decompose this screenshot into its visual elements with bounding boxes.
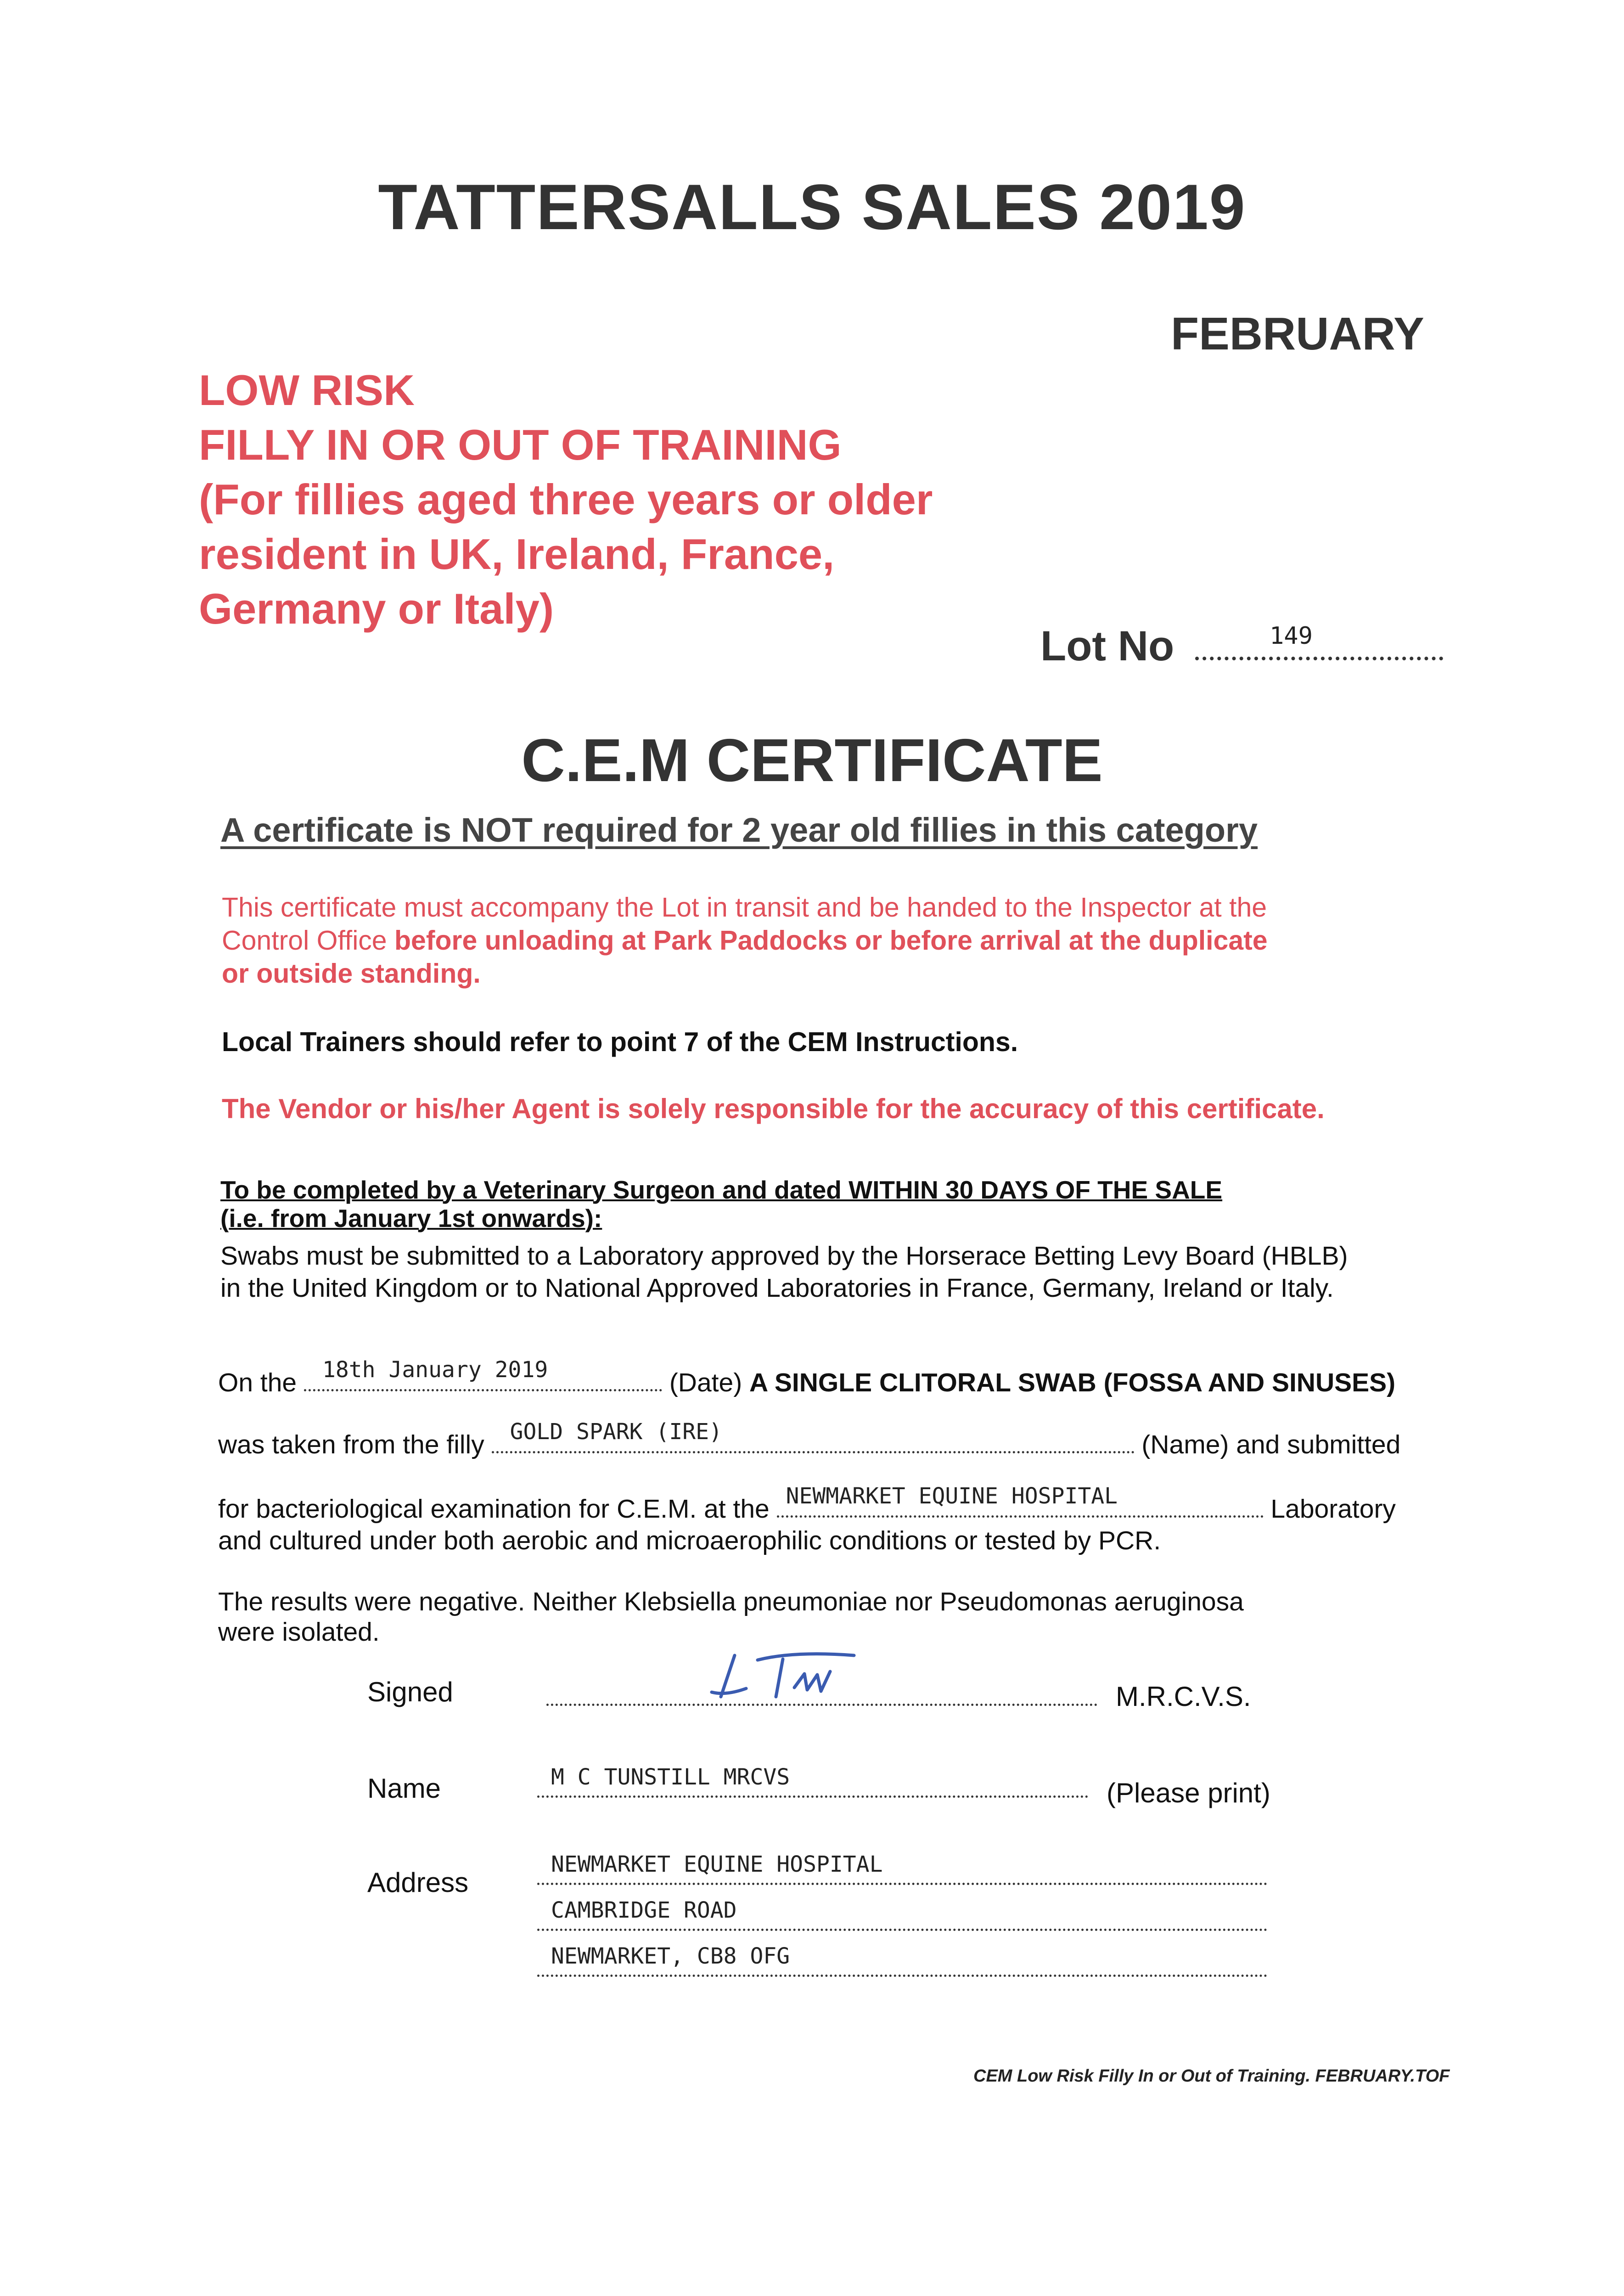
transit-line-2-bold: before unloading at Park Paddocks or before arrival at the duplicate [394, 925, 1268, 956]
lot-dotted-line [1195, 634, 1443, 660]
name-suffix: (Name) and submitted [1141, 1430, 1401, 1459]
on-the-label: On the [218, 1368, 297, 1397]
category-line-countries: Germany or Italy) [199, 585, 554, 633]
category-line-residence: resident in UK, Ireland, France, [199, 530, 835, 578]
transit-instructions [222, 891, 1268, 990]
swab-description: A SINGLE CLITORAL SWAB (FOSSA AND SINUSES) [749, 1368, 1396, 1397]
address-line-2-value: CAMBRIDGE ROAD [551, 1897, 737, 1923]
category-line-filly: FILLY IN OR OUT OF TRAINING [199, 421, 842, 469]
laboratory-suffix: Laboratory [1270, 1494, 1396, 1524]
swabs-line-2: in the United Kingdom or to National Approved Laboratories in France, Germany, Ireland or Italy. [220, 1273, 1334, 1303]
lot-number-row [1040, 622, 1443, 670]
please-print-suffix: (Please print) [1107, 1778, 1270, 1808]
results-line-1: The results were negative. Neither Klebsiella pneumoniae nor Pseudomonas aeruginosa [218, 1587, 1244, 1616]
laboratory-field[interactable] [777, 1483, 1264, 1518]
transit-line-3: or outside standing. [222, 958, 481, 989]
name-label: Name [367, 1773, 441, 1804]
sale-month: FEBRUARY [1171, 308, 1424, 360]
filly-name-value: GOLD SPARK (IRE) [510, 1419, 722, 1445]
results-line-2: were isolated. [218, 1617, 380, 1647]
date-value: 18th January 2019 [322, 1357, 548, 1383]
bacterio-label: for bacteriological examination for C.E.M. at the [218, 1494, 770, 1524]
address-line-2-field[interactable] [537, 1897, 1267, 1931]
address-line-1-field[interactable] [537, 1851, 1267, 1885]
date-field[interactable] [304, 1357, 662, 1391]
transit-line-2-plain: Control Office [222, 925, 395, 956]
cultured-text: and cultured under both aerobic and microaerophilic conditions or tested by PCR. [218, 1526, 1161, 1555]
laboratory-line [218, 1483, 1396, 1524]
address-line-1-value: NEWMARKET EQUINE HOSPITAL [551, 1851, 883, 1877]
date-line [218, 1357, 1396, 1398]
vendor-responsibility-note: The Vendor or his/her Agent is solely responsible for the accuracy of this certificate. [222, 1093, 1325, 1124]
category-line-age: (For fillies aged three years or older [199, 475, 933, 523]
taken-from-label: was taken from the filly [218, 1430, 484, 1459]
signed-label: Signed [367, 1677, 453, 1707]
footer-reference: CEM Low Risk Filly In or Out of Training. FEBRUARY.TOF [973, 2066, 1450, 2086]
transit-line-1: This certificate must accompany the Lot in transit and be handed to the Inspector at the [222, 892, 1267, 923]
lot-label: Lot No [1040, 623, 1174, 670]
page-title: TATTERSALLS SALES 2019 [378, 171, 1246, 243]
address-label: Address [367, 1867, 469, 1898]
vet-heading-line-2: (i.e. from January 1st onwards): [220, 1204, 602, 1232]
date-suffix: (Date) [669, 1368, 742, 1397]
transit-line-2 [222, 924, 1268, 957]
address-line-3-field[interactable] [537, 1943, 1267, 1977]
filly-name-field[interactable] [492, 1419, 1135, 1453]
category-block [199, 363, 933, 636]
signature-field[interactable] [546, 1681, 1097, 1706]
category-line-risk: LOW RISK [199, 366, 415, 414]
results-text [218, 1587, 1244, 1647]
laboratory-value: NEWMARKET EQUINE HOSPITAL [786, 1483, 1118, 1509]
swabs-instructions [220, 1240, 1348, 1304]
filly-line [218, 1419, 1401, 1460]
mrcvs-suffix: M.R.C.V.S. [1116, 1681, 1251, 1712]
lot-number-value: 149 [1270, 622, 1313, 650]
vet-section-heading [220, 1176, 1222, 1232]
handwritten-signature [702, 1646, 868, 1706]
certificate-title: C.E.M CERTIFICATE [521, 726, 1103, 794]
vet-name-value: M C TUNSTILL MRCVS [551, 1764, 790, 1790]
vet-name-field[interactable] [537, 1764, 1088, 1798]
certificate-exemption-note: A certificate is NOT required for 2 year old fillies in this category [220, 811, 1258, 849]
local-trainers-note: Local Trainers should refer to point 7 of the CEM Instructions. [222, 1027, 1018, 1057]
vet-heading-line-1: To be completed by a Veterinary Surgeon and dated WITHIN 30 DAYS OF THE SALE [220, 1176, 1223, 1204]
address-line-3-value: NEWMARKET, CB8 OFG [551, 1943, 790, 1969]
swabs-line-1: Swabs must be submitted to a Laboratory approved by the Horserace Betting Levy Board (HBLB) [220, 1241, 1348, 1271]
